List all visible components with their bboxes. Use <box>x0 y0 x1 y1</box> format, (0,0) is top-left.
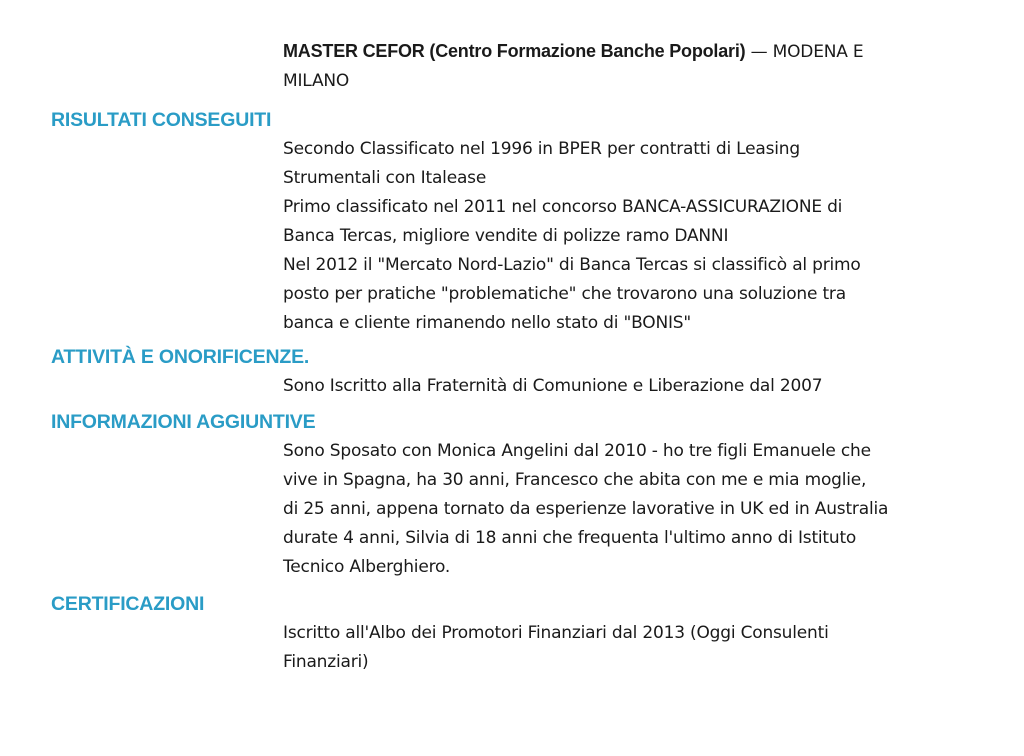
informazioni-body <box>283 437 983 582</box>
master-entry <box>283 37 983 96</box>
heading-informazioni: INFORMAZIONI AGGIUNTIVE <box>51 411 316 433</box>
heading-attivita: ATTIVITÀ E ONORIFICENZE. <box>51 346 310 368</box>
risultati-line: posto per pratiche "problematiche" che trovarono una soluzione tra <box>283 284 846 304</box>
master-title: MASTER CEFOR (Centro Formazione Banche Popolari) <box>283 41 746 61</box>
master-location-2: MILANO <box>283 71 350 91</box>
certificazioni-body <box>283 619 983 677</box>
certificazioni-line: Finanziari) <box>283 652 369 672</box>
risultati-line: Primo classificato nel 2011 nel concorso BANCA-ASSICURAZIONE di <box>283 197 843 217</box>
informazioni-line: Tecnico Alberghiero. <box>283 557 451 577</box>
informazioni-line: Sono Sposato con Monica Angelini dal 2010 - ho tre figli Emanuele che <box>283 441 871 461</box>
attivita-body <box>283 372 983 401</box>
informazioni-line: durate 4 anni, Silvia di 18 anni che frequenta l'ultimo anno di Istituto <box>283 528 857 548</box>
heading-risultati: RISULTATI CONSEGUITI <box>51 109 272 131</box>
risultati-line: Banca Tercas, migliore vendite di polizze ramo DANNI <box>283 226 729 246</box>
risultati-line: Strumentali con Italease <box>283 168 487 188</box>
master-separator: — <box>745 42 773 62</box>
heading-certificazioni: CERTIFICAZIONI <box>51 593 205 615</box>
certificazioni-line: Iscritto all'Albo dei Promotori Finanziari dal 2013 (Oggi Consulenti <box>283 623 829 643</box>
attivita-line: Sono Iscritto alla Fraternità di Comunione e Liberazione dal 2007 <box>283 376 823 396</box>
informazioni-line: vive in Spagna, ha 30 anni, Francesco che abita con me e mia moglie, <box>283 470 867 490</box>
risultati-body <box>283 135 983 338</box>
master-location-1: MODENA E <box>772 42 864 62</box>
risultati-line: banca e cliente rimanendo nello stato di "BONIS" <box>283 313 691 333</box>
risultati-line: Nel 2012 il "Mercato Nord-Lazio" di Banca Tercas si classificò al primo <box>283 255 861 275</box>
informazioni-line: di 25 anni, appena tornato da esperienze lavorative in UK ed in Australia <box>283 499 889 519</box>
master-line-1 <box>283 37 983 67</box>
risultati-line: Secondo Classificato nel 1996 in BPER per contratti di Leasing <box>283 139 800 159</box>
